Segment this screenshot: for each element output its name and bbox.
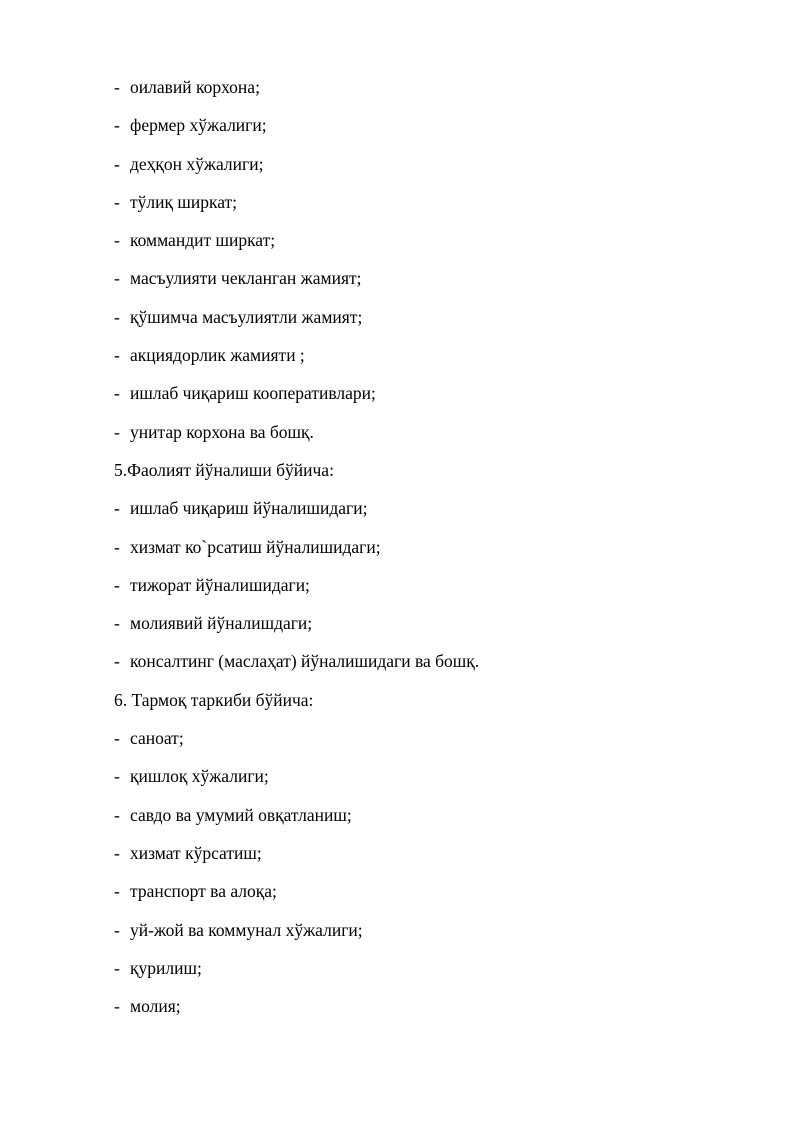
list-bullet-dash: - — [114, 191, 120, 212]
list-item-text: тижорат йўналишидаги; — [130, 574, 310, 595]
document-body — [114, 72, 714, 1029]
list-item-text: оилавий корхона; — [130, 77, 260, 97]
list-bullet-dash: - — [114, 115, 120, 136]
section-heading — [114, 685, 714, 723]
list-bullet-dash: - — [114, 230, 120, 251]
list-item — [114, 915, 714, 953]
list-item — [114, 532, 714, 570]
list-bullet-dash: - — [114, 804, 120, 825]
list-bullet-dash: - — [114, 957, 120, 978]
list-item-text: молиявий йўналишдаги; — [130, 613, 313, 634]
list-item — [114, 761, 714, 799]
list-item-text: масъулияти чекланган жамият; — [130, 268, 362, 289]
list-item — [114, 187, 714, 225]
list-bullet-dash: - — [114, 153, 120, 174]
list-item — [114, 302, 714, 340]
list-item-text: саноат; — [130, 728, 184, 749]
list-item — [114, 340, 714, 378]
list-bullet-dash: - — [114, 383, 120, 404]
list-item — [114, 149, 714, 187]
list-item-text: ишлаб чиқариш кооперативлари; — [130, 383, 376, 404]
list-item — [114, 417, 714, 455]
list-item — [114, 800, 714, 838]
list-item — [114, 608, 714, 646]
list-item-text: коммандит ширкат; — [130, 230, 276, 251]
section-heading-text: 5.Фаолият йўналиши бўйича: — [114, 459, 334, 480]
list-item — [114, 110, 714, 148]
list-item-text: акциядорлик жамияти ; — [130, 345, 305, 366]
list-item-text: транспорт ва алоқа; — [130, 881, 277, 902]
section-heading — [114, 455, 714, 493]
list-bullet-dash: - — [114, 345, 120, 366]
list-bullet-dash: - — [114, 613, 120, 634]
list-item-text: қурилиш; — [130, 957, 202, 978]
list-bullet-dash: - — [114, 919, 120, 940]
list-item — [114, 570, 714, 608]
list-item-text: ишлаб чиқариш йўналишидаги; — [130, 498, 368, 519]
list-item — [114, 72, 714, 110]
list-item-text: савдо ва умумий овқатланиш; — [130, 804, 352, 825]
list-item — [114, 225, 714, 263]
list-bullet-dash: - — [114, 996, 120, 1017]
list-item — [114, 838, 714, 876]
list-item — [114, 953, 714, 991]
list-item-text: молия; — [130, 996, 181, 1017]
list-bullet-dash: - — [114, 574, 120, 595]
list-bullet-dash: - — [114, 728, 120, 749]
list-item — [114, 991, 714, 1029]
section-heading-text: 6. Тармоқ таркиби бўйича: — [114, 689, 314, 710]
list-bullet-dash: - — [114, 498, 120, 519]
list-item — [114, 876, 714, 914]
list-item-text: қўшимча масъулиятли жамият; — [130, 306, 363, 327]
list-item — [114, 378, 714, 416]
list-item-text: хизмат ко`рсатиш йўналишидаги; — [130, 536, 381, 557]
list-bullet-dash: - — [114, 536, 120, 557]
list-item — [114, 723, 714, 761]
list-item — [114, 263, 714, 301]
list-item-text: консалтинг (маслаҳат) йўналишидаги ва бошқ. — [130, 651, 480, 672]
list-bullet-dash: - — [114, 842, 120, 863]
list-item-text: қишлоқ хўжалиги; — [130, 766, 269, 787]
list-bullet-dash: - — [114, 766, 120, 787]
list-item-text: фермер хўжалиги; — [130, 115, 267, 136]
list-item-text: тўлиқ ширкат; — [130, 191, 238, 212]
list-bullet-dash: - — [114, 77, 120, 97]
list-item — [114, 646, 714, 684]
list-item-text: деҳқон хўжалиги; — [130, 153, 264, 174]
list-item — [114, 493, 714, 531]
list-item-text: унитар корхона ва бошқ. — [130, 421, 314, 442]
list-item-text: хизмат кўрсатиш; — [130, 842, 262, 863]
list-bullet-dash: - — [114, 306, 120, 327]
list-bullet-dash: - — [114, 421, 120, 442]
list-bullet-dash: - — [114, 651, 120, 672]
list-bullet-dash: - — [114, 268, 120, 289]
list-bullet-dash: - — [114, 881, 120, 902]
list-item-text: уй-жой ва коммунал хўжалиги; — [130, 919, 363, 940]
